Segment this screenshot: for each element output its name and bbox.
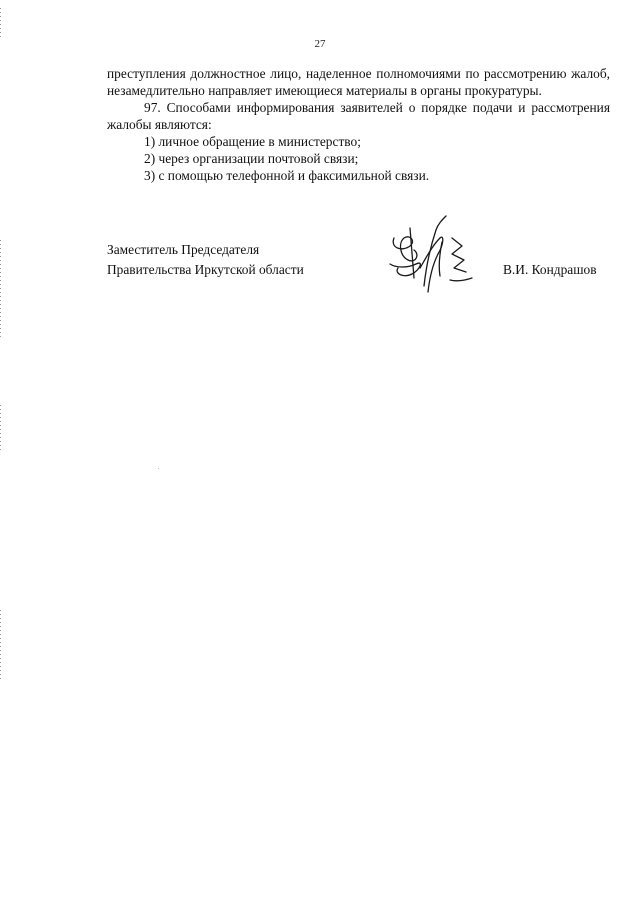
signatory-position-line2: Правительства Иркутской области xyxy=(107,262,304,277)
list-item-2: 2) через организации почтовой связи; xyxy=(144,151,359,166)
scan-edge-mark-top xyxy=(0,8,1,38)
scan-edge-mark-lower xyxy=(0,405,1,450)
signatory-position-line1: Заместитель Председателя xyxy=(107,242,260,257)
document-body xyxy=(107,65,610,184)
signatory-name: В.И. Кондрашов xyxy=(503,262,597,277)
paragraph-97: 97. Способами информирования заявителей о порядке подачи и рассмотрения жалобы являются: xyxy=(107,100,610,132)
scan-edge-mark-middle xyxy=(0,240,1,340)
scan-edge-mark-bottom xyxy=(0,610,1,680)
signature-icon xyxy=(380,208,480,298)
scan-speck xyxy=(158,468,159,469)
page-number: 27 xyxy=(314,38,326,50)
list-item-3: 3) с помощью телефонной и факсимильной связи. xyxy=(144,168,430,183)
signatory-position xyxy=(107,240,304,280)
paragraph-continuation: преступления должностное лицо, наделенное полномочиями по рассмотрению жалоб, незамедлительно направляет имеющиеся материалы в органы прокуратуры. xyxy=(107,66,610,98)
list-item-1: 1) личное обращение в министерство; xyxy=(144,134,361,149)
